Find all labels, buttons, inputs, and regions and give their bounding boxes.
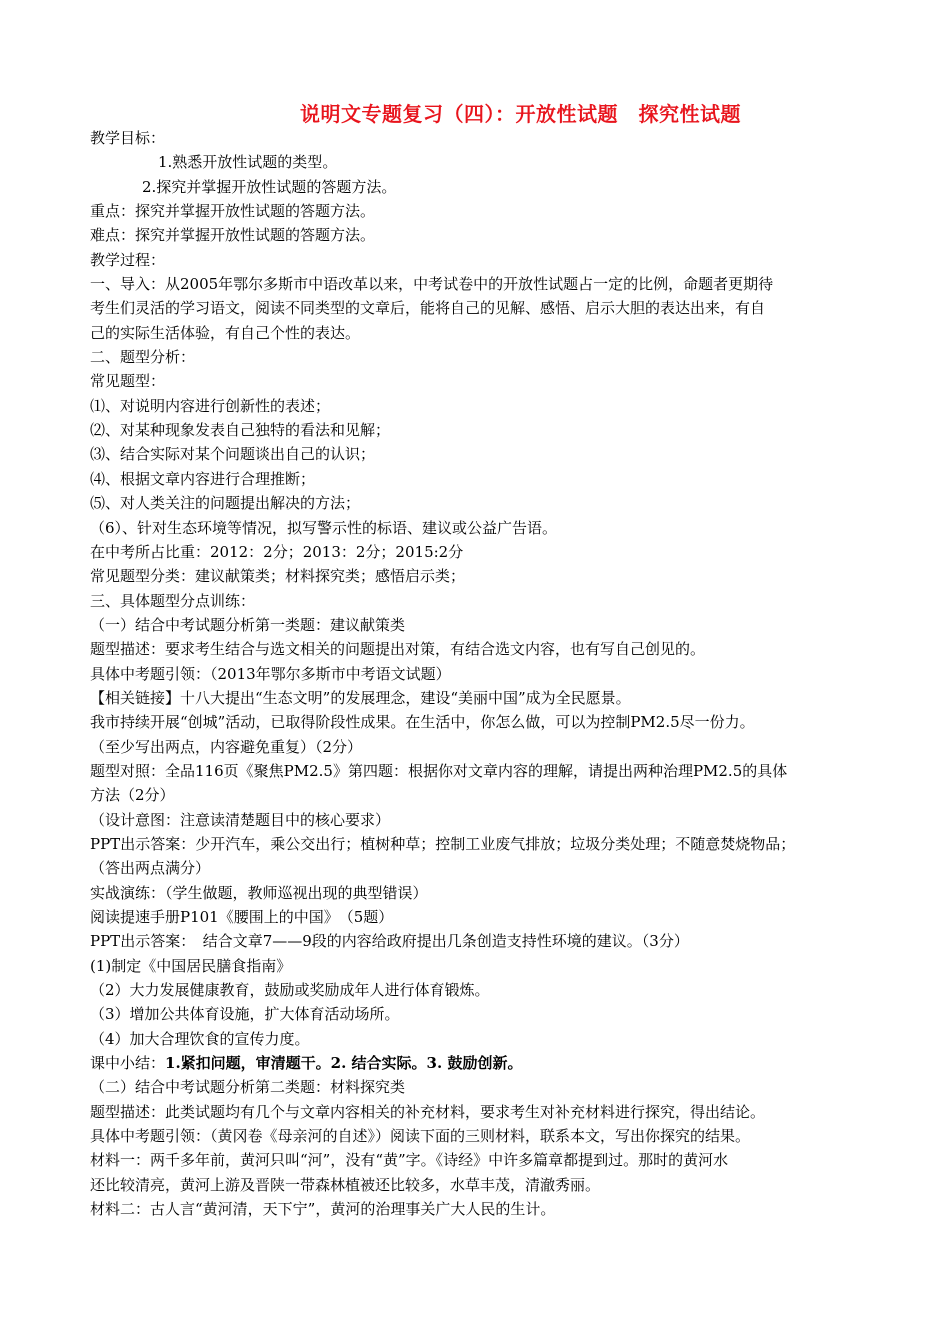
text-line: 常见题型分类：建议献策类；材料探究类；感悟启示类； — [90, 567, 466, 586]
text-line: （答出两点满分） — [90, 859, 211, 878]
text-line: 教学过程： — [90, 250, 166, 269]
text-line: （一）结合中考试题分析第一类题：建议献策类 — [90, 615, 406, 634]
text-line: 阅读提速手册P101《腰围上的中国》 （5题） — [90, 908, 394, 926]
text-line: 2.探究并掌握开放性试题的答题方法。 — [142, 177, 397, 196]
text-line: 方法（2分） — [90, 786, 175, 805]
text-line: 实战演练：（学生做题，教师巡视出现的典型错误） — [90, 883, 428, 902]
summary-content: 1.紧扣问题，审清题干。2. 结合实际。3. 鼓励创新。 — [165, 1054, 523, 1073]
text-line: ⑶、结合实际对某个问题谈出自己的认识； — [90, 445, 376, 464]
text-line: （4）加大合理饮食的宣传力度。 — [90, 1029, 310, 1048]
text-line: 题型对照：全品116页《聚焦PM2.5》第四题：根据你对文章内容的理解，请提出两种治理PM2.5的具体 — [90, 761, 788, 780]
text-line: 题型描述：此类试题均有几个与文章内容相关的补充材料，要求考生对补充材料进行探究，得出结论。 — [90, 1102, 766, 1121]
text-line: 己的实际生活体验，有自己个性的表达。 — [90, 323, 361, 342]
document-title: 说明文专题复习（四）：开放性试题 探究性试题 — [300, 102, 741, 126]
text-line: 1.熟悉开放性试题的类型。 — [158, 153, 338, 172]
text-line: 常见题型： — [90, 372, 166, 391]
text-line: 在中考所占比重：2012：2分；2013：2分；2015:2分 — [90, 542, 464, 561]
summary-line — [90, 1051, 870, 1075]
text-line: (1)制定《中国居民膳食指南》 — [90, 956, 292, 975]
text-line: （2）大力发展健康教育，鼓励或奖励成年人进行体育锻炼。 — [90, 981, 490, 1000]
text-line: PPT出示答案： 结合文章7——9段的内容给政府提出几条创造支持性环境的建议。（3分） — [90, 932, 689, 951]
document-body — [90, 126, 870, 1221]
text-line: （至少写出两点，内容避免重复）（2分） — [90, 737, 363, 756]
text-line: 我市持续开展“创城”活动，已取得阶段性成果。在生活中，你怎么做，可以为控制PM2.5尽一份力。 — [90, 713, 755, 732]
text-line: ⑸、对人类关注的问题提出解决的方法； — [90, 494, 361, 513]
text-line: （3）增加公共体育设施，扩大体育活动场所。 — [90, 1005, 400, 1024]
text-line: 具体中考题引领：（2013年鄂尔多斯市中考语文试题） — [90, 664, 451, 683]
text-line: PPT出示答案：少开汽车，乘公交出行；植树种草；控制工业废气排放；垃圾分类处理；不随意焚烧物品； — [90, 834, 796, 853]
text-line: 材料一：两千多年前，黄河只叫“河”，没有“黄”字。《诗经》中许多篇章都提到过。那时的黄河水 — [90, 1151, 729, 1170]
text-line: 题型描述：要求考生结合与选文相关的问题提出对策，有结合选文内容，也有写自己创见的。 — [90, 640, 706, 659]
text-line: ⑵、对某种现象发表自己独特的看法和见解； — [90, 421, 391, 440]
text-line: （6）、针对生态环境等情况，拟写警示性的标语、建议或公益广告语。 — [90, 518, 558, 537]
text-line: 材料二：古人言“黄河清，天下宁”，黄河的治理事关广大人民的生计。 — [90, 1200, 556, 1219]
text-line: 重点：探究并掌握开放性试题的答题方法。 — [90, 202, 376, 221]
text-line: ⑷、根据文章内容进行合理推断； — [90, 469, 316, 488]
text-line: 难点：探究并掌握开放性试题的答题方法。 — [90, 226, 376, 245]
text-line: 具体中考题引领：（黄冈卷《母亲河的自述》）阅读下面的三则材料，联系本文，写出你探究的结果。 — [90, 1127, 751, 1146]
text-line: 一、导入：从2005年鄂尔多斯市中语改革以来，中考试卷中的开放性试题占一定的比例，命题者更期待 — [90, 275, 774, 294]
text-line: 还比较清亮，黄河上游及晋陕一带森林植被还比较多，水草丰茂，清澈秀丽。 — [90, 1175, 601, 1194]
text-line: 【相关链接】十八大提出“生态文明”的发展理念，建设“美丽中国”成为全民愿景。 — [90, 688, 631, 707]
text-line: 考生们灵活的学习语文，阅读不同类型的文章后，能将自己的见解、感悟、启示大胆的表达出来，有自 — [90, 299, 766, 318]
text-line: 教学目标： — [90, 129, 166, 147]
text-line: （设计意图：注意读清楚题目中的核心要求） — [90, 810, 391, 829]
text-line: ⑴、对说明内容进行创新性的表述； — [90, 396, 331, 415]
summary-label: 课中小结： — [90, 1054, 166, 1073]
text-line: （二）结合中考试题分析第二类题：材料探究类 — [90, 1078, 406, 1097]
text-line: 二、题型分析： — [90, 348, 196, 367]
text-line: 三、具体题型分点训练： — [90, 591, 256, 610]
